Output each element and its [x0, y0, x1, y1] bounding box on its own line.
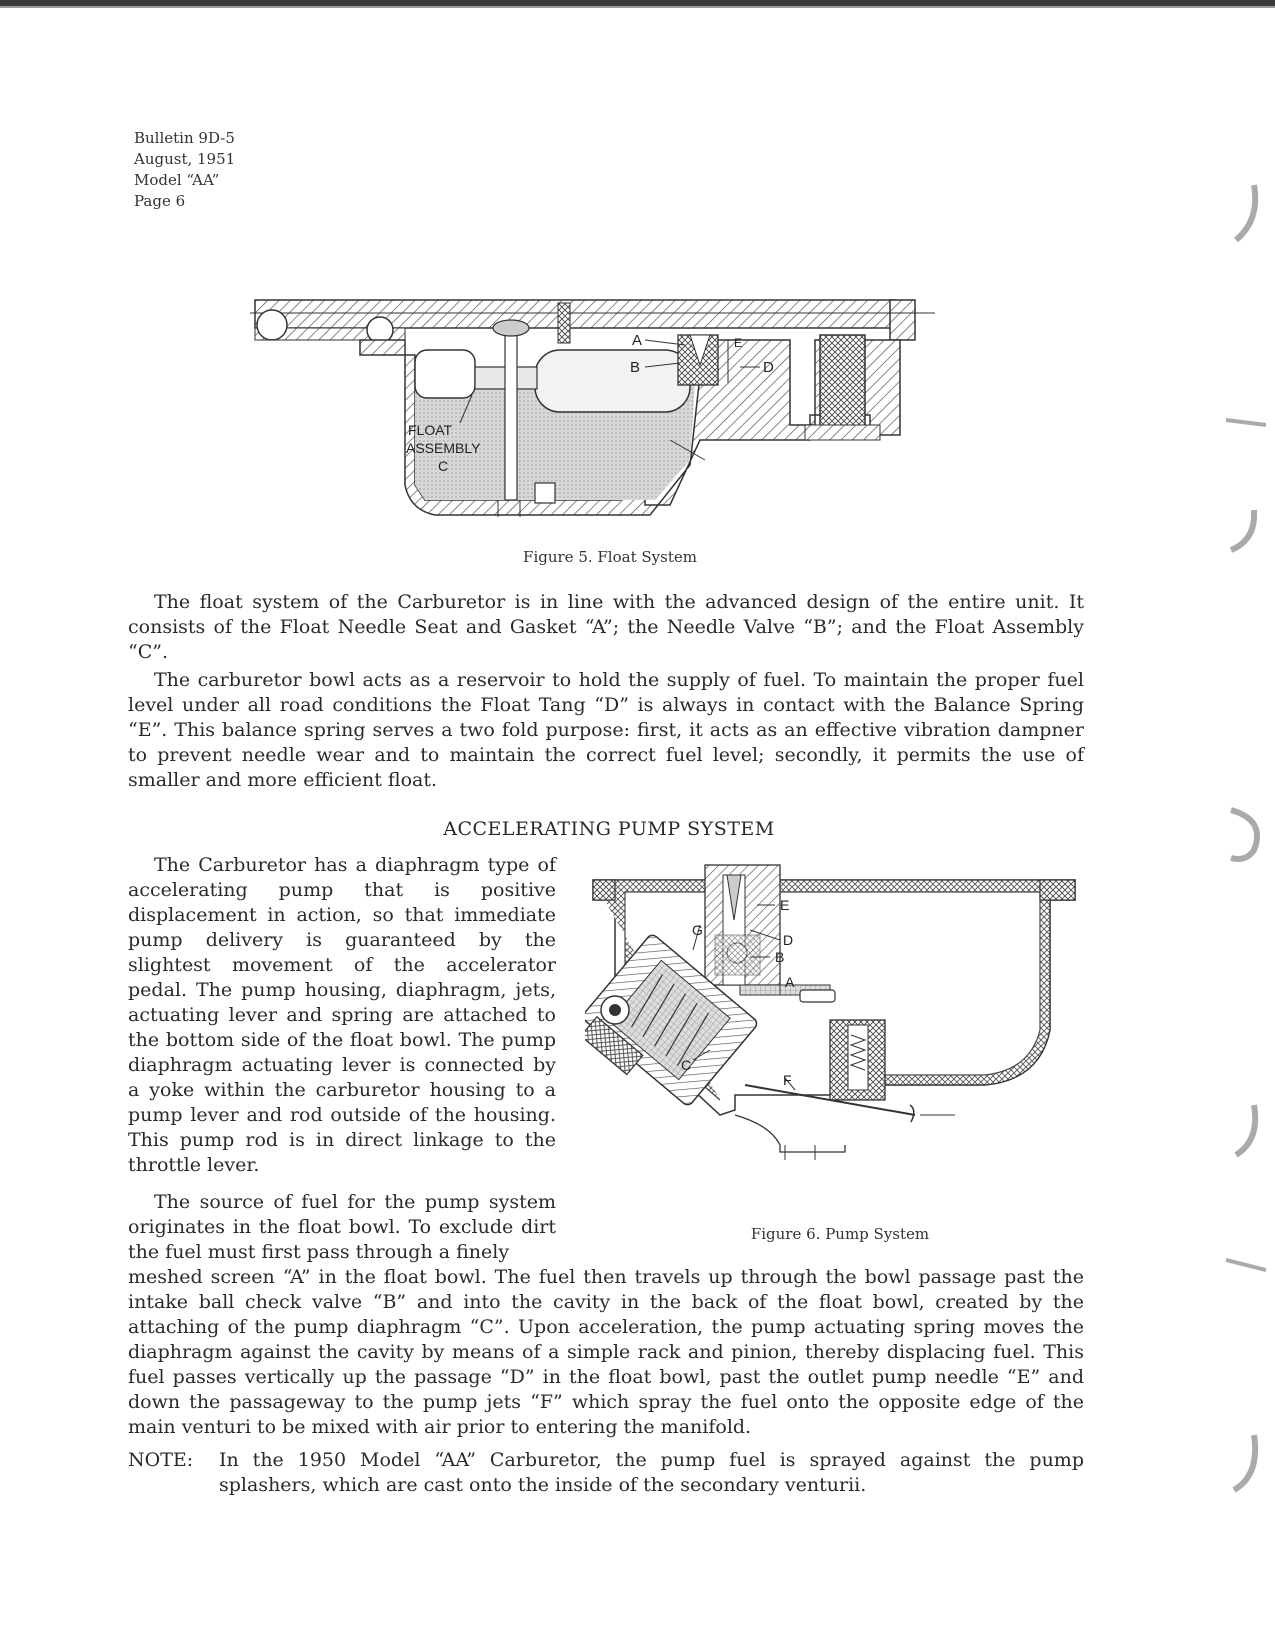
fig5-label-b: B	[630, 359, 641, 376]
figure6-caption: Figure 6. Pump System	[750, 1225, 930, 1243]
fig6-label-d: D	[783, 932, 794, 948]
note-text: In the 1950 Model “AA” Carburetor, the pump fuel is sprayed against the pump splashers, which are cast onto the inside of the secondary venturii.	[219, 1449, 1084, 1496]
binder-hole-shadow	[1226, 800, 1266, 870]
bulletin-header	[134, 128, 235, 212]
paragraph-carburetor-bowl: The carburetor bowl acts as a reservoir to hold the supply of fuel. To maintain the proper fuel level under all road conditions the Float Tang “D” is always in contact with the Balance Spring “E”. This balance spring serves a two fold purpose: first, it acts as an effective vibration dampner to prevent needle wear and to maintain the correct fuel level; secondly, it permits the use of smaller and more efficient float.	[128, 669, 1084, 791]
figure5-caption: Figure 5. Float System	[523, 548, 697, 566]
header-line-model: Model “AA”	[134, 171, 220, 189]
fig5-label-c: C	[438, 458, 449, 474]
paragraph-fuel-source-continued: meshed screen “A” in the float bowl. The fuel then travels up through the bowl passage past the intake ball check valve “B” and into the cavity in the back of the float bowl, created by the attaching of the pump diaphragm “C”. Upon acceleration, the pump actuating spring moves the diaphragm against the cavity by means of a simple rack and pinion, thereby displacing fuel. This fuel passes vertically up the passage “D” in the float bowl, past the outlet pump needle “E” and down the passageway to the pump jets “F” which spray the fuel onto the opposite edge of the main venturi to be mixed with air prior to entering the manifold.	[128, 1266, 1084, 1438]
binder-hole-shadow	[1226, 1100, 1266, 1170]
fig6-label-a: A	[785, 974, 795, 990]
note-label: NOTE:	[128, 1449, 194, 1471]
binder-hole-shadow	[1226, 1430, 1266, 1500]
fig5-label-e: E	[734, 336, 743, 350]
fig6-label-c: C	[681, 1057, 692, 1073]
paragraph-float-system: The float system of the Carburetor is in line with the advanced design of the entire unit. It consists of the Float Needle Seat and Gasket “A”; the Needle Valve “B”; and the Float Assembly “C”.	[128, 591, 1084, 663]
paragraph-fuel-source-start: The source of fuel for the pump system originates in the float bowl. To exclude dirt the fuel must first pass through a finely	[128, 1191, 556, 1263]
header-line-page: Page 6	[134, 192, 186, 210]
binder-hole-shadow	[1226, 500, 1266, 570]
binder-hole-shadow	[1226, 385, 1266, 455]
fig6-label-b: B	[775, 949, 785, 965]
fig6-label-e: E	[780, 897, 790, 913]
header-line-date: August, 1951	[134, 150, 236, 168]
float-system-figure	[250, 295, 980, 540]
fig5-label-a: A	[632, 332, 643, 349]
fig5-label-d: D	[763, 359, 774, 376]
section-heading-accelerating-pump: ACCELERATING PUMP SYSTEM	[443, 818, 775, 840]
header-line-bulletin: Bulletin 9D-5	[134, 129, 235, 147]
scan-top-border-shadow	[0, 6, 1275, 8]
paragraph-diaphragm-pump: The Carburetor has a diaphragm type of accelerating pump that is positive displacement in action, so that immediate pump delivery is guaranteed by the slightest movement of the accelerator pedal. The pump housing, diaphragm, jets, actuating lever and spring are attached to the bottom side of the float bowl. The pump diaphragm actuating lever is connected by a yoke within the carburetor housing to a pump lever and rod outside of the housing. This pump rod is in direct linkage to the throttle lever.	[128, 854, 556, 1176]
binder-hole-shadow	[1226, 180, 1266, 250]
fig6-label-g: G	[692, 922, 703, 938]
fig5-label-float: FLOAT	[408, 422, 453, 438]
pump-system-figure	[585, 860, 1105, 1210]
fig5-label-assembly: ASSEMBLY	[406, 440, 481, 456]
fig6-label-f: F	[783, 1072, 792, 1088]
binder-hole-shadow	[1226, 1240, 1266, 1310]
